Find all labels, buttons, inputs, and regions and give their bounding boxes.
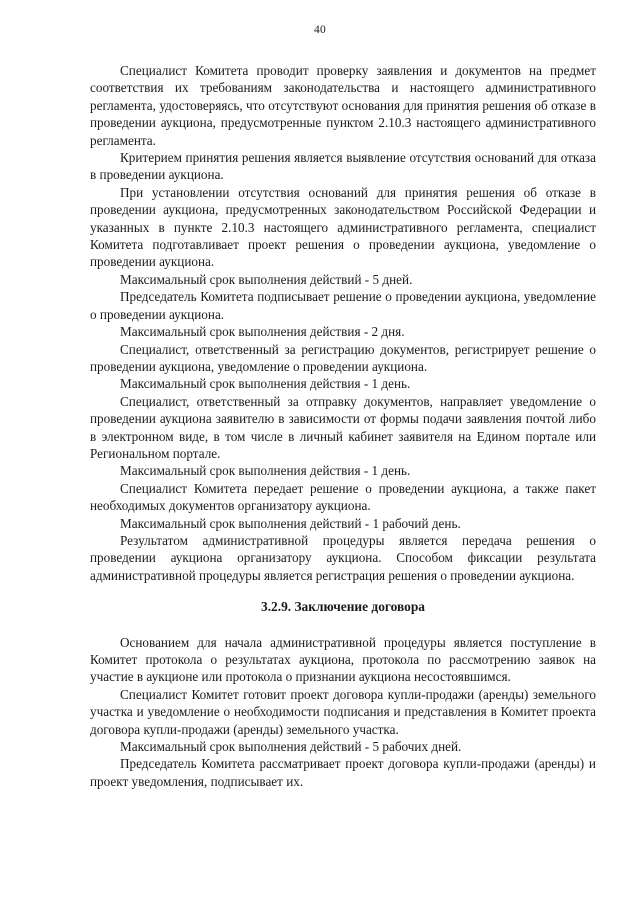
paragraph: Максимальный срок выполнения действия - 2 дня.	[120, 324, 405, 340]
paragraph: При установлении отсутствия оснований для принятия решения об отказе в проведении аукциона, предусмотренных законодательством Российской Федерации и указанных в пункте 2.10.3 настоящего административного регламента, специалист Комитета подготавливает проект решения о проведении аукциона, уведомление о проведении аукциона.	[90, 184, 596, 270]
paragraph: Максимальный срок выполнения действия - 1 день.	[120, 376, 411, 392]
paragraph: Максимальный срок выполнения действий - 1 рабочий день.	[120, 515, 461, 531]
paragraph: Результатом административной процедуры является передача решения о проведении аукциона организатору аукциона. Способом фиксации результата административной процедуры является регистрация решения о проведении аукциона.	[90, 532, 596, 583]
page-number: 40	[313, 24, 327, 36]
paragraph: Специалист Комитета проводит проверку заявления и документов на предмет соответствия их требованиям законодательства и настоящего административного регламента, удостоверяясь, что отсутствуют основания для принятия решения об отказе в проведении аукциона, предусмотренные пунктом 2.10.3 настоящего административного регламента.	[90, 63, 596, 148]
paragraph: Максимальный срок выполнения действий - 5 рабочих дней.	[120, 739, 462, 755]
paragraph: Председатель Комитета подписывает решение о проведении аукциона, уведомление о проведении аукциона.	[90, 289, 596, 322]
section-heading: 3.2.9. Заключение договора	[261, 599, 425, 615]
paragraph: Максимальный срок выполнения действий - 5 дней.	[120, 271, 413, 287]
paragraph: Максимальный срок выполнения действия - 1 день.	[120, 463, 411, 479]
paragraph: Специалист Комитета передает решение о проведении аукциона, а также пакет необходимых документов организатору аукциона.	[90, 480, 596, 514]
paragraph: Специалист Комитет готовит проект договора купли-продажи (аренды) земельного участка и уведомление о необходимости подписания и представления в Комитет проекта договора купли-продажи (аренды) земельного участка.	[90, 686, 596, 737]
paragraph: Основанием для начала административной процедуры является поступление в Комитет протокола о результатах аукциона, протокола по рассмотрению заявок на участие в аукционе или протокола о признании аукциона несостоявшимся.	[90, 634, 596, 685]
paragraph: Специалист, ответственный за отправку документов, направляет уведомление о проведении аукциона заявителю в зависимости от формы подачи заявления почтой либо в электронном виде, в том числе в личный кабинет заявителя на Едином портале или Региональном портале.	[90, 393, 596, 461]
paragraph: Критерием принятия решения является выявление отсутствия оснований для отказа в проведении аукциона.	[90, 150, 596, 183]
paragraph: Специалист, ответственный за регистрацию документов, регистрирует решение о проведении аукциона, уведомление о проведении аукциона.	[90, 341, 596, 374]
paragraph: Председатель Комитета рассматривает проект договора купли-продажи (аренды) и проект уведомления, подписывает их.	[90, 756, 596, 789]
document-body	[90, 62, 596, 790]
